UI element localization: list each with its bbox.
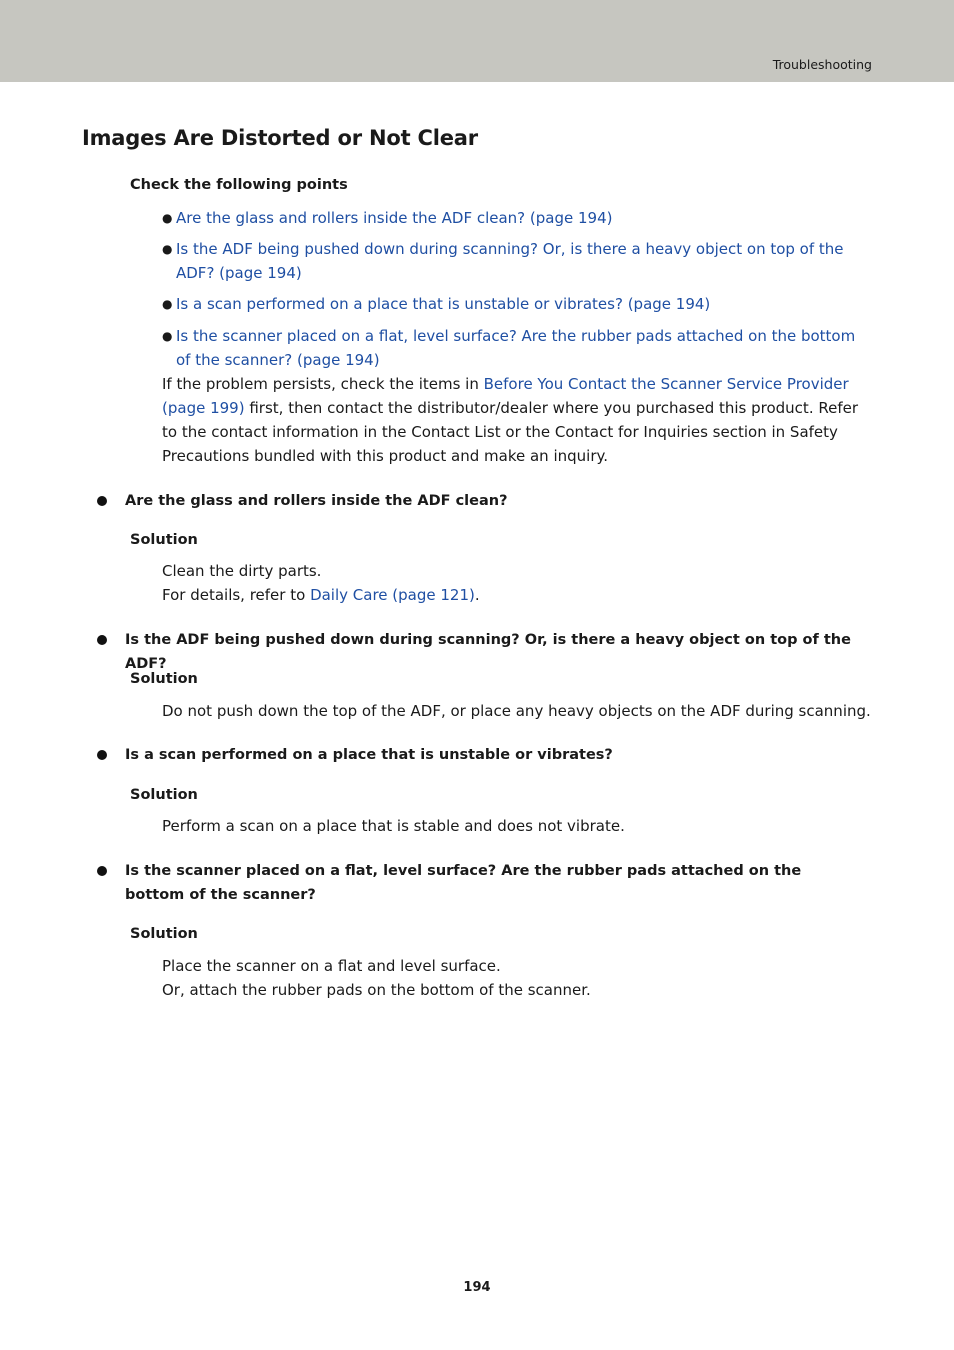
question-bullet-icon	[97, 866, 107, 876]
solution-label: Solution	[130, 671, 198, 687]
check-item-link-flat-surface[interactable]: Is the scanner placed on a flat, level surface? Are the rubber pads attached on the bottom of the scanner? (page 194)	[176, 327, 856, 369]
solution-label: Solution	[130, 926, 198, 942]
solution-text: Place the scanner on a flat and level surface.	[162, 957, 501, 975]
solution-label: Solution	[130, 532, 198, 548]
check-item-link-adf-pushed[interactable]: Is the ADF being pushed down during scanning? Or, is there a heavy object on top of the ADF? (page 194)	[176, 240, 844, 282]
question-glass-rollers: Are the glass and rollers inside the ADF clean?	[125, 493, 508, 509]
question-unstable-surface: Is a scan performed on a place that is unstable or vibrates?	[125, 747, 613, 763]
solution-text-post: .	[474, 586, 480, 604]
question-bullet-icon	[97, 750, 107, 760]
question-flat-surface: Is the scanner placed on a flat, level surface? Are the rubber pads attached on the bottom of the scanner?	[125, 863, 802, 903]
bullet-icon: ●	[162, 297, 173, 311]
bullet-icon: ●	[162, 329, 173, 343]
question-bullet-icon	[97, 635, 107, 645]
header-section-title: Troubleshooting	[772, 57, 872, 72]
solution-text	[162, 583, 480, 607]
page-title: Images Are Distorted or Not Clear	[82, 126, 478, 150]
contact-provider-link[interactable]: Before You Contact the Scanner Service Provider (page 199)	[162, 375, 849, 417]
solution-text-pre: For details, refer to	[162, 586, 311, 604]
daily-care-link[interactable]: Daily Care (page 121)	[310, 586, 475, 604]
check-item	[162, 292, 874, 316]
check-points-list	[162, 206, 874, 372]
bullet-icon: ●	[162, 242, 173, 256]
bullet-icon: ●	[162, 211, 173, 225]
check-item-link-glass-rollers[interactable]: Are the glass and rollers inside the ADF clean? (page 194)	[176, 209, 613, 227]
check-item	[162, 237, 874, 285]
persist-text-pre: If the problem persists, check the items in	[162, 375, 484, 393]
check-points-heading: Check the following points	[130, 177, 348, 193]
page-number: 194	[463, 1280, 491, 1295]
solution-text: Clean the dirty parts.	[162, 562, 322, 580]
check-item	[162, 324, 874, 372]
question-adf-pushed: Is the ADF being pushed down during scanning? Or, is there a heavy object on top of the ADF?	[125, 632, 851, 672]
solution-text: Do not push down the top of the ADF, or place any heavy objects on the ADF during scanning.	[162, 702, 871, 720]
question-bullet-icon	[97, 496, 107, 506]
persist-paragraph	[162, 372, 874, 468]
check-item	[162, 206, 874, 230]
solution-label: Solution	[130, 787, 198, 803]
solution-text: Or, attach the rubber pads on the bottom of the scanner.	[162, 981, 591, 999]
solution-text: Perform a scan on a place that is stable and does not vibrate.	[162, 817, 625, 835]
persist-text-post: first, then contact the distributor/dealer where you purchased this product. Refer to the contact information in the Contact List or the Contact for Inquiries section in Safety Precautions bundled with this product and make an inquiry.	[162, 399, 859, 465]
check-item-link-unstable-surface[interactable]: Is a scan performed on a place that is unstable or vibrates? (page 194)	[176, 295, 711, 313]
